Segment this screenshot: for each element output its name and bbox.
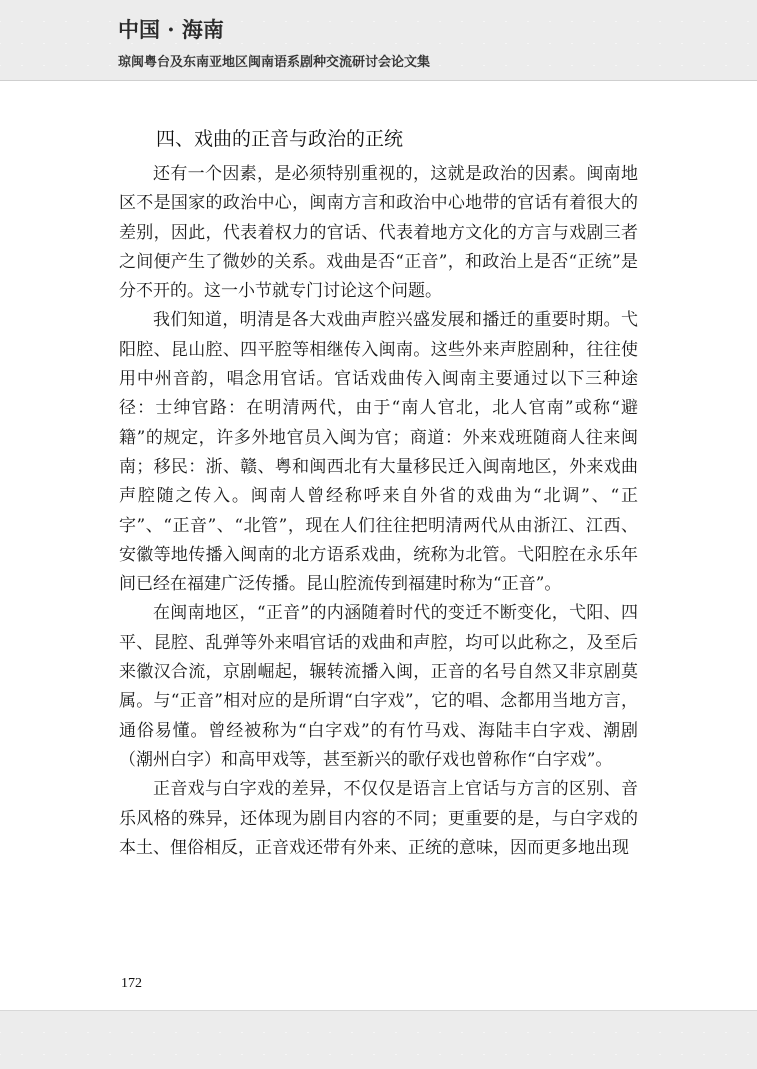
page-header-band xyxy=(0,0,757,81)
section-heading: 四、戏曲的正音与政治的正统 xyxy=(156,128,404,150)
book-subtitle: 琼闽粤台及东南亚地区闽南语系剧种交流研讨会论文集 xyxy=(118,55,431,70)
page-number: 172 xyxy=(121,976,142,991)
paragraph: 还有一个因素，是必须特别重视的，这就是政治的因素。闽南地区不是国家的政治中心，闽南方言和政治中心地带的官话有着很大的差别，因此，代表着权力的官话、代表着地方文化的方言与戏剧三者之间便产生了微妙的关系。戏曲是否“正音”，和政治上是否“正统”是分不开的。这一小节就专门讨论这个问题。 xyxy=(119,164,638,302)
paragraph: 在闽南地区，“正音”的内涵随着时代的变迁不断变化，弋阳、四平、昆腔、乱弹等外来唱官话的戏曲和声腔，均可以此称之，及至后来徽汉合流，京剧崛起，辗转流播入闽，正音的名号自然又非京剧莫属。与“正音”相对应的是所谓“白字戏”，它的唱、念都用当地方言，通俗易懂。曾经被称为“白字戏”的有竹马戏、海陆丰白字戏、潮剧（潮州白字）和高甲戏等，甚至新兴的歌仔戏也曾称作“白字戏”。 xyxy=(119,603,638,770)
paragraph: 正音戏与白字戏的差异，不仅仅是语言上官话与方言的区别、音乐风格的殊异，还体现为剧目内容的不同；更重要的是，与白字戏的本土、俚俗相反，正音戏还带有外来、正统的意味，因而更多地出现 xyxy=(119,779,638,858)
page-footer-band xyxy=(0,1010,757,1069)
book-title: 中国 · 海南 xyxy=(118,17,224,42)
paragraph: 我们知道，明清是各大戏曲声腔兴盛发展和播迁的重要时期。弋阳腔、昆山腔、四平腔等相继传入闽南。这些外来声腔剧种，往往使用中州音韵，唱念用官话。官话戏曲传入闽南主要通过以下三种途径：士绅官路：在明清两代，由于“南人官北，北人官南”或称“避籍”的规定，许多外地官员入闽为官；商道：外来戏班随商人往来闽南；移民：浙、赣、粤和闽西北有大量移民迁入闽南地区，外来戏曲声腔随之传入。闽南人曾经称呼来自外省的戏曲为“北调”、“正字”、“正音”、“北管”，现在人们往往把明清两代从由浙江、江西、安徽等地传播入闽南的北方语系戏曲，统称为北管。弋阳腔在永乐年间已经在福建广泛传播。昆山腔流传到福建时称为“正音”。 xyxy=(119,310,638,595)
body-text xyxy=(119,160,638,863)
